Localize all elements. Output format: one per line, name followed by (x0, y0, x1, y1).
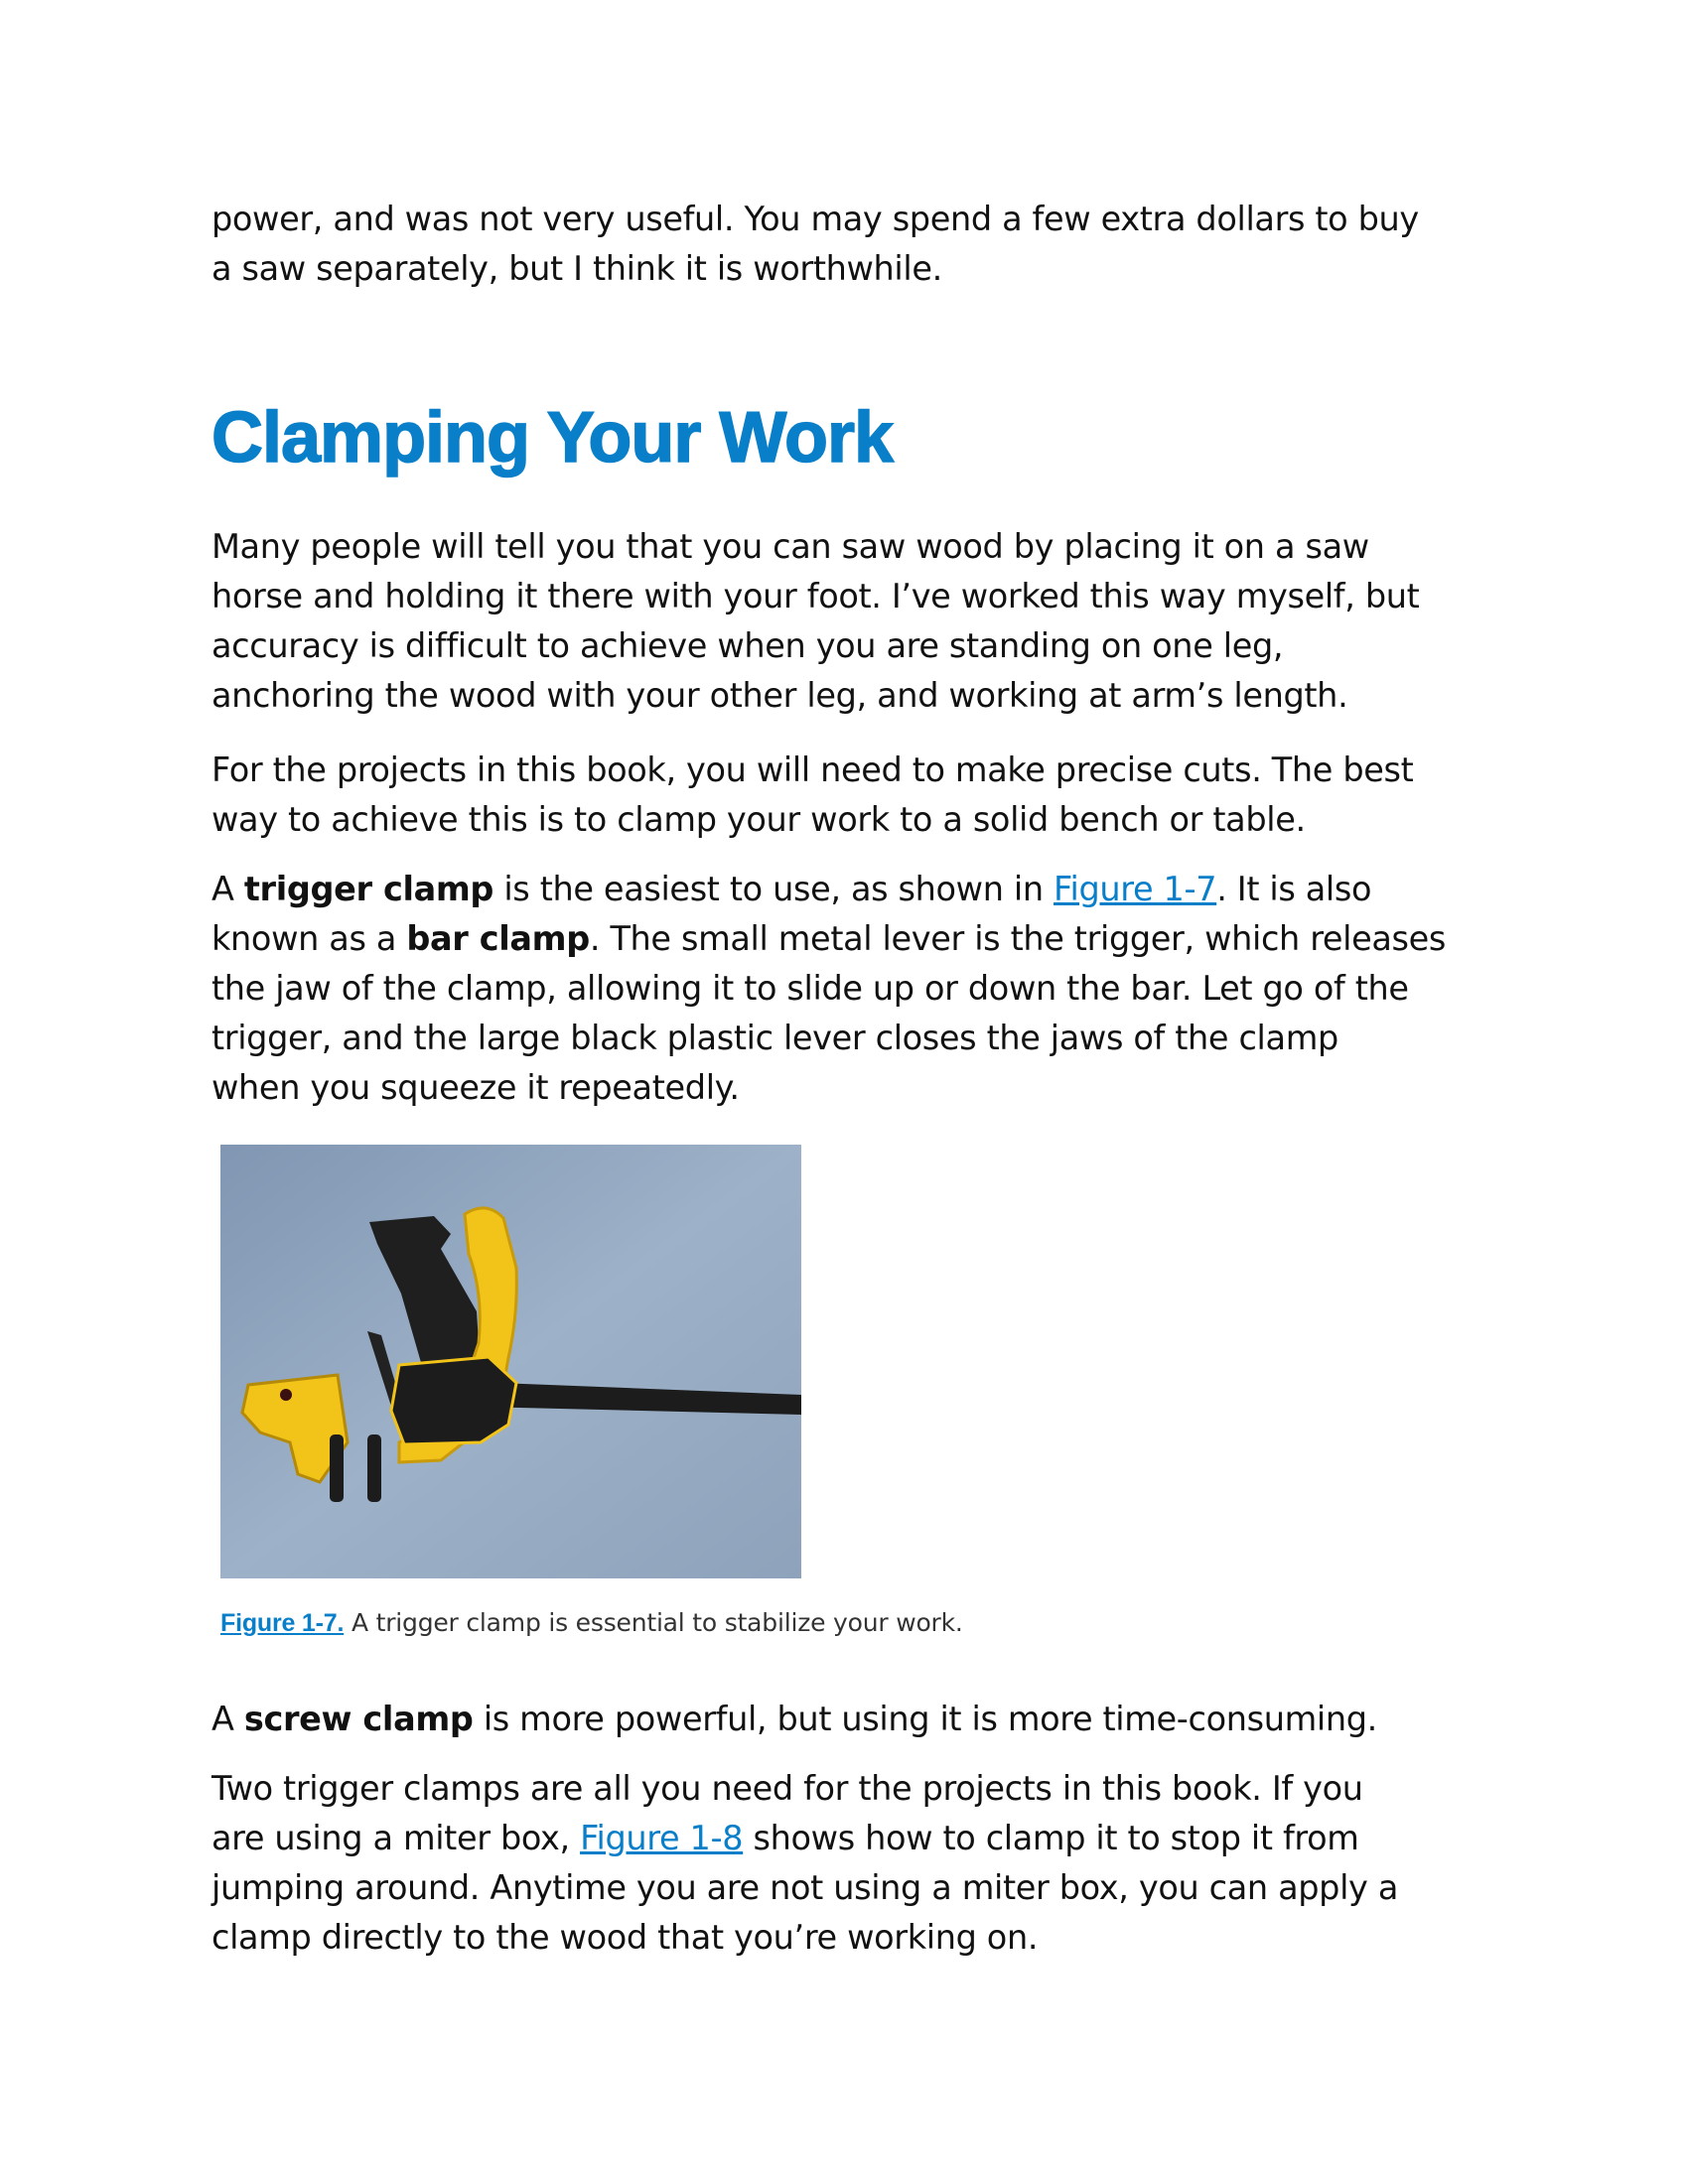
text-run: shows how to clamp it to stop it from (743, 1819, 1359, 1857)
trigger-clamp-illustration (220, 1145, 801, 1578)
text-run: is the easiest to use, as shown in (493, 870, 1055, 908)
text-line: the jaw of the clamp, allowing it to slide up or down the bar. Let go of the (211, 969, 1409, 1008)
term-bar-clamp: bar clamp (406, 919, 590, 958)
intro-paragraph (211, 195, 1502, 294)
page-content (211, 195, 1502, 1957)
text-line: Many people will tell you that you can saw wood by placing it on a saw (211, 527, 1369, 566)
jaw-pad-right (367, 1434, 381, 1502)
term-screw-clamp: screw clamp (243, 1700, 474, 1738)
paragraph-precise-cuts (211, 746, 1502, 845)
text-run: are using a miter box, (211, 1819, 581, 1857)
jaw-rivet (280, 1389, 292, 1401)
text-line: clamp directly to the wood that you’re working on. (211, 1918, 1039, 1957)
figure-label[interactable]: Figure 1-7. (220, 1609, 345, 1637)
text-run: A (211, 870, 244, 908)
intro-line: a saw separately, but I think it is worthwhile. (211, 249, 942, 288)
text-run: . The small metal lever is the trigger, which releases (589, 919, 1447, 958)
text-line: anchoring the wood with your other leg, and working at arm’s length. (211, 676, 1348, 715)
jaw-pad-left (330, 1434, 344, 1502)
text-run: is more powerful, but using it is more time-consuming. (473, 1700, 1377, 1738)
paragraph-saw-horse (211, 522, 1502, 721)
figure-1-7-link[interactable]: Figure 1-7 (1054, 870, 1217, 908)
text-line: Two trigger clamps are all you need for the projects in this book. If you (211, 1769, 1363, 1808)
text-run: A (211, 1700, 244, 1738)
text-line: horse and holding it there with your foot. I’ve worked this way myself, but (211, 577, 1420, 615)
caption-text: A trigger clamp is essential to stabilize your work. (344, 1608, 963, 1637)
text-line: when you squeeze it repeatedly. (211, 1068, 740, 1107)
paragraph-trigger-clamp (211, 865, 1502, 1113)
term-trigger-clamp: trigger clamp (243, 870, 494, 908)
figure-1-8-link[interactable]: Figure 1-8 (580, 1819, 744, 1857)
text-line: jumping around. Anytime you are not using a miter box, you can apply a (211, 1868, 1398, 1907)
figure-caption (220, 1606, 963, 1640)
text-line: accuracy is difficult to achieve when you are standing on one leg, (211, 626, 1284, 665)
text-run: . It is also (1216, 870, 1372, 908)
text-line: For the projects in this book, you will need to make precise cuts. The best (211, 751, 1414, 789)
text-run: known as a (211, 919, 407, 958)
trigger-clamp-photo (220, 1145, 801, 1578)
intro-line: power, and was not very useful. You may spend a few extra dollars to buy (211, 200, 1419, 238)
photo-background (220, 1145, 801, 1578)
text-line: trigger, and the large black plastic lever closes the jaws of the clamp (211, 1019, 1338, 1057)
clamp-body (391, 1357, 516, 1444)
paragraph-screw-clamp (211, 1695, 1502, 1744)
paragraph-two-clamps (211, 1764, 1502, 1963)
text-line: way to achieve this is to clamp your work to a solid bench or table. (211, 800, 1306, 839)
section-heading: Clamping Your Work (211, 398, 894, 478)
